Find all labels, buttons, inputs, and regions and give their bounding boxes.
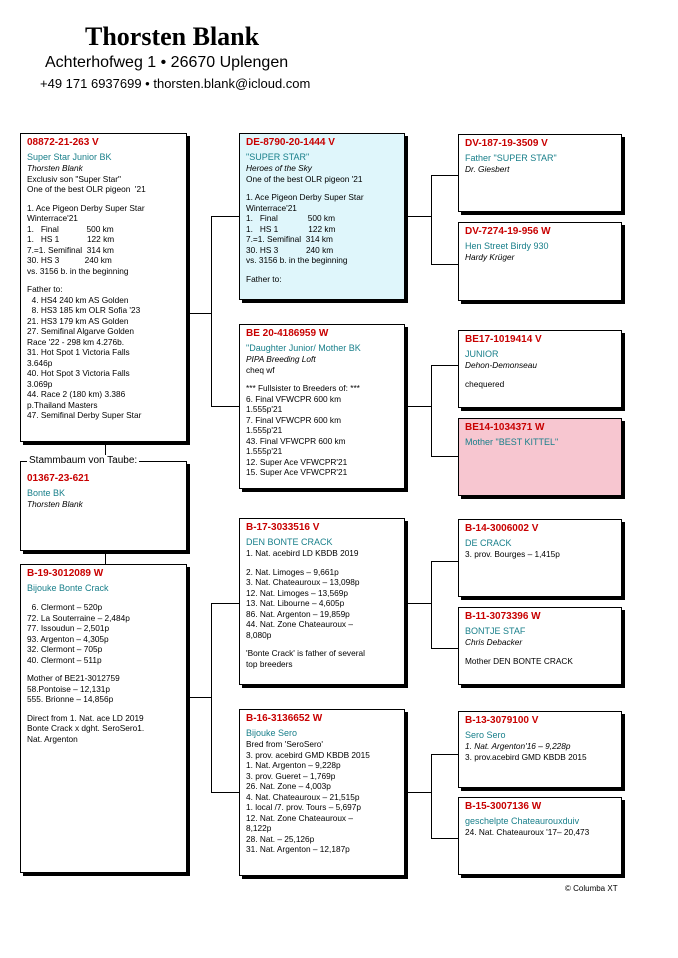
connector: [431, 754, 432, 839]
spacer: [27, 276, 180, 284]
connector: [211, 216, 212, 407]
pigeon-name: Bijouke Sero: [246, 728, 298, 738]
connector: [431, 365, 458, 366]
performance-line: 1. local /7. prov. Tours – 5,697p: [246, 802, 361, 812]
pigeon-card-mother-mother: [458, 418, 622, 496]
pigeon-name: Bonte BK: [27, 488, 66, 498]
performance-line: Father to:: [27, 284, 63, 294]
pigeon-name: DEN BONTE CRACK: [246, 537, 333, 547]
performance-line: 555. Brionne – 14,856p: [27, 694, 114, 704]
owner-name: Hardy Krüger: [465, 252, 515, 262]
ring-number: BE 20-4186959 W: [246, 328, 329, 339]
performance-line: 31. Nat. Argenton – 12,187p: [246, 844, 350, 854]
performance-line: 3. prov. Gueret – 1,769p: [246, 770, 336, 781]
performance-line: 1. Final 500 km: [27, 223, 114, 234]
performance-line: 12. Nat. Limoges – 13,569p: [246, 587, 348, 598]
performance-line: 3. prov. acebird GMD KBDB 2015: [246, 749, 370, 760]
connector: [431, 175, 432, 265]
performance-line: One of the best OLR pigeon '21: [27, 184, 146, 194]
performance-line: 2. Nat. Limoges – 9,661p: [246, 566, 339, 577]
ring-number: BE14-1034371 W: [465, 422, 545, 433]
connector: [431, 838, 458, 839]
performance-line: 32. Clermont – 705p: [27, 644, 103, 654]
connector: [211, 216, 239, 217]
spacer: [246, 266, 398, 274]
performance-line: 1.555p'21: [246, 425, 283, 435]
performance-line: 40. Clermont – 511p: [27, 654, 102, 665]
performance-line: 28. Nat. – 25,126p: [246, 833, 315, 844]
performance-line: 1. Ace Pigeon Derby Super Star: [27, 202, 145, 213]
pigeon-card-bottom-main: [20, 564, 187, 873]
owner-name: Dr. Giesbert: [465, 164, 510, 174]
performance-line: 40. Hot Spot 3 Victoria Falls: [27, 368, 130, 378]
performance-line: 8,122p: [246, 823, 272, 833]
performance-line: Mother DEN BONTE CRACK: [465, 655, 573, 666]
performance-line: 7. Final VFWCPR 600 km: [246, 414, 341, 425]
performance-line: 13. Nat. Libourne – 4,605p: [246, 598, 345, 608]
performance-line: 6. Clermont – 520p: [27, 602, 103, 612]
pigeon-card-father-father: [458, 134, 622, 212]
performance-line: Father to:: [246, 273, 282, 284]
performance-line: 43. Final VFWCPR 600 km: [246, 435, 346, 446]
ring-number: DV-187-19-3509 V: [465, 138, 548, 149]
performance-line: 1. HS 1 122 km: [246, 223, 336, 234]
ring-number: DV-7274-19-956 W: [465, 226, 551, 237]
performance-line: 26. Nat. Zone – 4,003p: [246, 781, 331, 791]
performance-line: 30. HS 3 240 km: [27, 255, 112, 265]
spacer: [27, 665, 180, 673]
spacer: [246, 184, 398, 192]
performance-line: 'Bonte Crack' is father of several: [246, 648, 365, 658]
performance-line: 31. Hot Spot 1 Victoria Falls: [27, 347, 130, 357]
performance-line: 1.555p'21: [246, 404, 283, 414]
breeder-address: Achterhofweg 1 • 26670 Uplengen: [45, 54, 289, 71]
owner-name: Thorsten Blank: [27, 499, 83, 509]
pigeon-name: Father "SUPER STAR": [465, 153, 557, 163]
copyright-note: © Columba XT: [565, 884, 618, 893]
connector: [405, 216, 432, 217]
performance-line: Exclusiv son "Super Star": [27, 173, 121, 184]
performance-line: 8. HS3 185 km OLR Sofia '23: [27, 305, 141, 315]
performance-line: p.Thailand Masters: [27, 399, 98, 410]
connector: [405, 603, 432, 604]
performance-line: 30. HS 3 240 km: [246, 244, 334, 255]
performance-line: 1. Nat. Argenton – 9,228p: [246, 760, 341, 770]
performance-line: 4. HS4 240 km AS Golden: [27, 294, 129, 305]
performance-line: 7.=1. Semifinal 314 km: [27, 244, 114, 255]
performance-line: 7.=1. Semifinal 314 km: [246, 234, 333, 244]
stammbaum-label: Stammbaum von Taube:: [29, 455, 138, 466]
connector: [211, 792, 239, 793]
performance-line: 12. Nat. Zone Chateauroux –: [246, 812, 354, 823]
spacer: [27, 705, 180, 713]
spacer: [27, 195, 180, 203]
performance-line: 44. Race 2 (180 km) 3.386: [27, 389, 126, 399]
performance-line: 4. Nat. Chateauroux – 21,515p: [246, 791, 360, 802]
performance-line: One of the best OLR pigeon '21: [246, 173, 363, 184]
pigeon-name: "SUPER STAR": [246, 152, 310, 162]
performance-line: chequered: [465, 378, 505, 389]
ring-number: B-19-3012089 W: [27, 568, 104, 579]
ring-number: DE-8790-20-1444 V: [246, 137, 335, 148]
performance-line: 3. prov.acebird GMD KBDB 2015: [465, 751, 587, 762]
pigeon-name: "Daughter Junior/ Mother BK: [246, 343, 361, 353]
performance-line: top breeders: [246, 658, 293, 669]
ring-number: B-13-3079100 V: [465, 715, 539, 726]
breeder-name: Thorsten Blank: [85, 22, 260, 51]
performance-line: 1.555p'21: [246, 446, 283, 456]
pigeon-name: JUNIOR: [465, 349, 499, 359]
ring-number: B-15-3007136 W: [465, 801, 542, 812]
connector: [431, 365, 432, 457]
spacer: [246, 640, 398, 648]
pigeon-card-father-mother: [458, 222, 622, 301]
owner-name: Thorsten Blank: [27, 163, 83, 173]
performance-line: Winterrace'21: [246, 202, 297, 213]
pigeon-card-bottom-father: [239, 518, 405, 685]
owner-name: Dehon-Demonseau: [465, 360, 537, 370]
connector: [431, 648, 458, 649]
connector: [211, 603, 212, 793]
performance-line: Bonte Crack x dght. SeroSero1.: [27, 723, 145, 733]
performance-line: cheq wf: [246, 364, 275, 375]
connector: [431, 561, 432, 649]
performance-line: 1. Nat. acebird LD KBDB 2019: [246, 548, 359, 558]
pigeon-card-bottom-mother: [239, 709, 405, 876]
pigeon-card-bottom-father-mother: [458, 607, 622, 685]
connector: [211, 603, 239, 604]
connector: [431, 264, 458, 265]
connector: [431, 456, 458, 457]
performance-line: 12. Super Ace VFWCPR'21: [246, 456, 348, 467]
spacer: [27, 594, 180, 602]
pigeon-card-top-main: [20, 133, 187, 442]
performance-line: 3.069p: [27, 378, 53, 389]
owner-name: Heroes of the Sky: [246, 163, 312, 173]
connector: [405, 406, 432, 407]
spacer: [246, 375, 398, 383]
pigeon-card-stamm: [20, 461, 187, 551]
connector: [187, 313, 212, 314]
owner-name: PIPA Breeding Loft: [246, 354, 316, 364]
performance-line: 21. HS3 179 km AS Golden: [27, 315, 129, 326]
performance-line: 44. Nat. Zone Chateauroux –: [246, 619, 354, 629]
ring-number: 08872-21-263 V: [27, 137, 99, 148]
performance-line: 77. Issoudun – 2,501p: [27, 623, 110, 633]
owner-name: 1. Nat. Argenton'16 – 9,228p: [465, 741, 571, 751]
connector: [405, 792, 432, 793]
performance-line: 3. prov. Bourges – 1,415p: [465, 549, 560, 559]
performance-line: 93. Argenton – 4,305p: [27, 633, 109, 644]
owner-name: Chris Debacker: [465, 637, 523, 647]
performance-line: 86. Nat. Argenton – 19,859p: [246, 608, 350, 619]
pigeon-card-bottom-mother-mother: [458, 797, 622, 875]
performance-line: Mother of BE21-3012759: [27, 673, 120, 683]
ring-number: B-14-3006002 V: [465, 523, 539, 534]
pigeon-card-mother: [239, 324, 405, 489]
performance-line: 15. Super Ace VFWCPR'21: [246, 467, 348, 477]
performance-line: Bred from 'SeroSero': [246, 739, 323, 749]
performance-line: 3. Nat. Chateauroux – 13,098p: [246, 577, 360, 587]
pigeon-name: Bijouke Bonte Crack: [27, 583, 109, 593]
pigeon-name: DE CRACK: [465, 538, 512, 548]
ring-number: 01367-23-621: [27, 473, 90, 484]
performance-line: *** Fullsister to Breeders of: ***: [246, 383, 360, 393]
performance-line: 72. La Souterraine – 2,484p: [27, 612, 130, 623]
performance-line: Winterrace'21: [27, 213, 78, 223]
spacer: [465, 648, 615, 656]
pigeon-card-bottom-mother-father: [458, 711, 622, 788]
pigeon-card-mother-father: [458, 330, 622, 408]
performance-line: 1. HS 1 122 km: [27, 234, 115, 244]
performance-line: Race '22 - 298 km 4.276b.: [27, 336, 125, 347]
spacer: [246, 559, 398, 567]
connector: [105, 551, 106, 565]
connector: [187, 697, 212, 698]
ring-number: BE17-1019414 V: [465, 334, 542, 345]
performance-line: vs. 3156 b. in the beginning: [27, 265, 129, 276]
pigeon-name: BONTJE STAF: [465, 626, 526, 636]
ring-number: B-16-3136652 W: [246, 713, 323, 724]
performance-line: 27. Semifinal Algarve Golden: [27, 326, 135, 336]
ring-number: B-17-3033516 V: [246, 522, 320, 533]
performance-line: 3.646p: [27, 357, 53, 368]
pigeon-name: Mother "BEST KITTEL": [465, 437, 559, 447]
spacer: [465, 371, 615, 379]
pigeon-name: Sero Sero: [465, 730, 506, 740]
performance-line: 58.Pontoise – 12,131p: [27, 683, 111, 694]
pigeon-card-father: [239, 133, 405, 300]
pigeon-card-bottom-father-father: [458, 519, 622, 597]
performance-line: 6. Final VFWCPR 600 km: [246, 393, 341, 404]
ring-number: B-11-3073396 W: [465, 611, 541, 622]
performance-line: Direct from 1. Nat. ace LD 2019: [27, 712, 144, 723]
performance-line: 24. Nat. Chateauroux '17– 20,473: [465, 827, 590, 837]
performance-line: 8,080p: [246, 629, 272, 640]
performance-line: 47. Semifinal Derby Super Star: [27, 410, 142, 420]
performance-line: Nat. Argenton: [27, 733, 78, 744]
pigeon-name: Hen Street Birdy 930: [465, 241, 549, 251]
connector: [431, 561, 458, 562]
performance-line: vs. 3156 b. in the beginning: [246, 255, 348, 265]
performance-line: 1. Final 500 km: [246, 213, 335, 223]
connector: [431, 175, 458, 176]
connector: [431, 754, 458, 755]
breeder-contact: +49 171 6937699 • thorsten.blank@icloud.com: [40, 76, 311, 91]
connector: [211, 406, 239, 407]
pigeon-name: geschelpte Chateaurouxduiv: [465, 816, 580, 826]
pigeon-name: Super Star Junior BK: [27, 152, 112, 162]
performance-line: 1. Ace Pigeon Derby Super Star: [246, 192, 364, 202]
